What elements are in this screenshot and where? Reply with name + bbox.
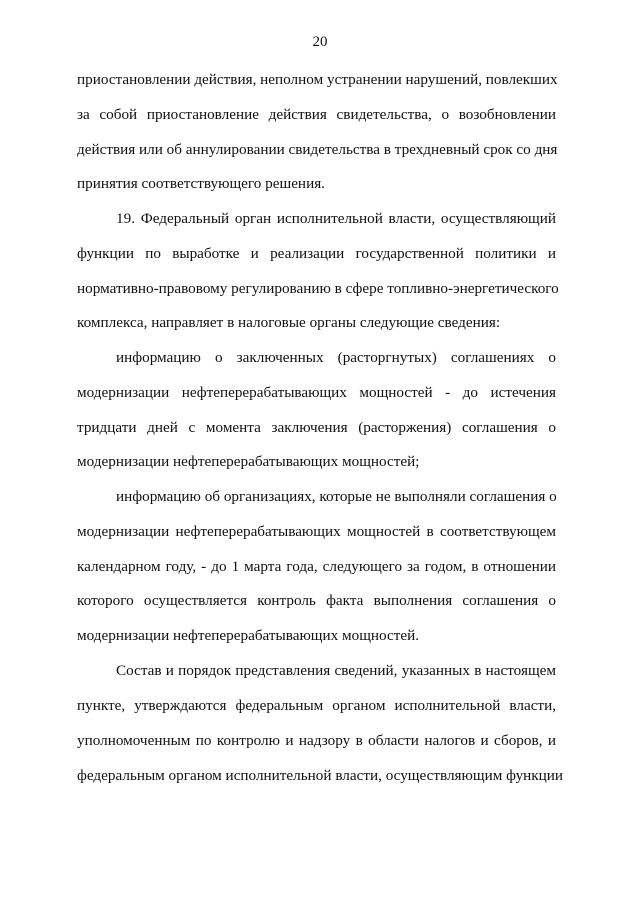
text-line: календарном году, - до 1 марта года, следующего за годом, в отношении bbox=[77, 558, 556, 575]
text-line: принятия соответствующего решения. bbox=[77, 175, 325, 192]
text-line: 19. Федеральный орган исполнительной власти, осуществляющий bbox=[116, 210, 556, 227]
text-line: модернизации нефтеперерабатывающих мощностей в соответствующем bbox=[77, 523, 556, 540]
text-line: модернизации нефтеперерабатывающих мощностей. bbox=[77, 627, 420, 644]
text-line: модернизации нефтеперерабатывающих мощностей; bbox=[77, 453, 420, 470]
text-line: функции по выработке и реализации государственной политики и bbox=[77, 245, 556, 262]
text-line: федеральным органом исполнительной власти, осуществляющим функции bbox=[77, 767, 564, 784]
text-line: приостановлении действия, неполном устранении нарушений, повлекших bbox=[77, 71, 558, 88]
text-line: которого осуществляется контроль факта выполнения соглашения о bbox=[77, 592, 556, 609]
text-line: действия или об аннулировании свидетельства в трехдневный срок со дня bbox=[77, 141, 558, 158]
page-number: 20 bbox=[312, 34, 328, 50]
text-line: информацию о заключенных (расторгнутых) соглашениях о bbox=[116, 349, 556, 366]
text-line: информацию об организациях, которые не выполняли соглашения о bbox=[116, 488, 557, 505]
text-line: пункте, утверждаются федеральным органом исполнительной власти, bbox=[77, 697, 556, 714]
text-line: Состав и порядок представления сведений, указанных в настоящем bbox=[116, 662, 556, 679]
text-line: комплекса, направляет в налоговые органы следующие сведения: bbox=[77, 314, 501, 331]
text-line: уполномоченным по контролю и надзору в области налогов и сборов, и bbox=[77, 732, 556, 749]
text-line: модернизации нефтеперерабатывающих мощностей - до истечения bbox=[77, 384, 556, 401]
text-line: за собой приостановление действия свидетельства, о возобновлении bbox=[77, 106, 556, 123]
text-line: тридцати дней с момента заключения (расторжения) соглашения о bbox=[77, 419, 556, 436]
text-line: нормативно-правовому регулированию в сфере топливно-энергетического bbox=[77, 280, 559, 297]
